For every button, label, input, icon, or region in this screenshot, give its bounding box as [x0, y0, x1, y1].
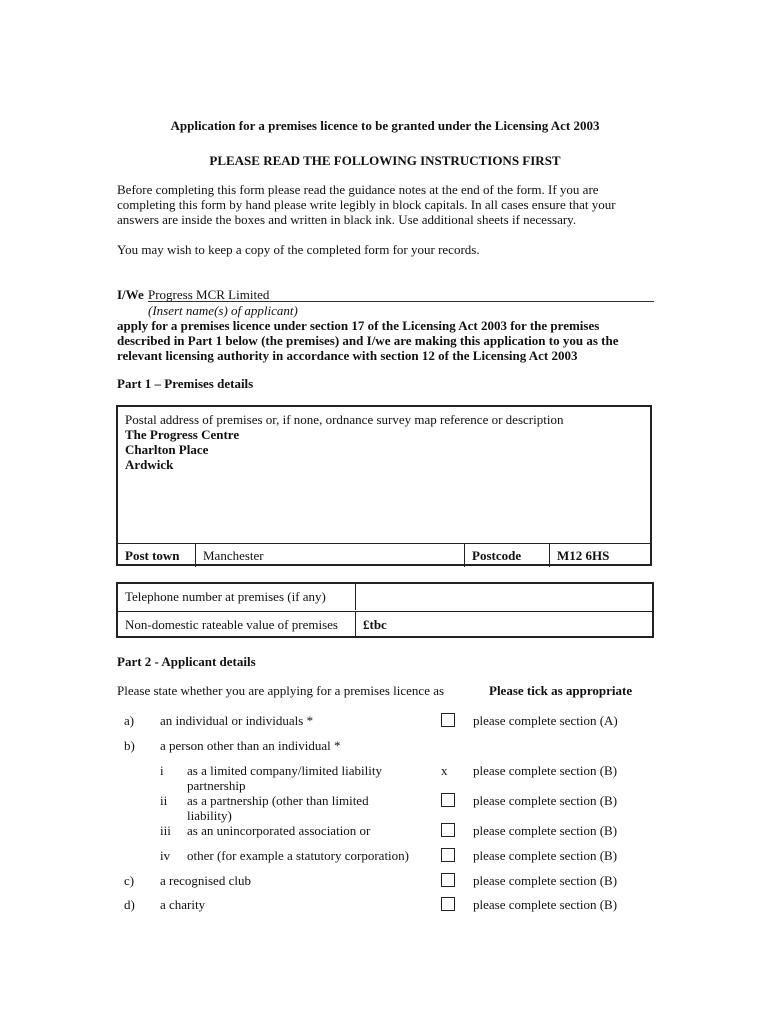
option-d-checkbox[interactable] — [441, 897, 455, 911]
option-b-iii-text: as an unincorporated association or — [187, 823, 371, 838]
applicant-prefix: I/We — [117, 287, 144, 302]
option-letter: c) — [124, 873, 135, 888]
intro-line: answers are inside the boxes and written in black ink. Use additional sheets if necessary. — [117, 212, 577, 227]
intro-line: Before completing this form please read the guidance notes at the end of the form. If you are — [117, 182, 599, 197]
intro-paragraph — [117, 182, 657, 227]
apply-statement — [117, 318, 657, 363]
option-a-action: please complete section (A) — [473, 713, 618, 728]
post-town-field[interactable]: Manchester — [195, 544, 465, 567]
option-c-text: a recognised club — [160, 873, 251, 888]
option-b-iv-action: please complete section (B) — [473, 848, 618, 863]
rateable-field[interactable]: £tbc — [355, 612, 652, 638]
option-numeral: i — [160, 763, 164, 778]
option-b-text: a person other than an individual * — [160, 738, 341, 753]
option-letter: b) — [124, 738, 135, 753]
address-line: The Progress Centre — [125, 427, 240, 442]
address-line: Ardwick — [125, 457, 174, 472]
option-line: partnership — [187, 778, 246, 793]
rateable-label: Non-domestic rateable value of premises — [125, 617, 338, 632]
post-town-row — [118, 543, 650, 567]
premises-contact-box — [116, 582, 654, 638]
premises-address-box — [116, 405, 652, 566]
apply-line: described in Part 1 below (the premises) and I/we are making this application to you as the — [117, 333, 619, 348]
telephone-label: Telephone number at premises (if any) — [125, 589, 326, 604]
post-town-label: Post town — [125, 548, 180, 563]
option-b-iii-checkbox[interactable] — [441, 823, 455, 837]
option-a-checkbox[interactable] — [441, 713, 455, 727]
option-b-iv-checkbox[interactable] — [441, 848, 455, 862]
option-letter: d) — [124, 897, 135, 912]
apply-line: apply for a premises licence under section 17 of the Licensing Act 2003 for the premises — [117, 318, 600, 333]
option-line: liability) — [187, 808, 232, 823]
rateable-row — [118, 611, 652, 638]
postcode-field[interactable]: M12 6HS — [549, 544, 650, 567]
option-c-checkbox[interactable] — [441, 873, 455, 887]
option-numeral: iii — [160, 823, 171, 838]
applicant-type-question: Please state whether you are applying for a premises licence as — [117, 683, 445, 698]
tick-heading: Please tick as appropriate — [489, 683, 633, 698]
option-line: as a partnership (other than limited — [187, 793, 369, 808]
telephone-field[interactable] — [355, 584, 652, 610]
option-a-text: an individual or individuals * — [160, 713, 314, 728]
option-b-ii-text — [187, 793, 369, 823]
applicant-hint: (Insert name(s) of applicant) — [148, 303, 298, 318]
part1-heading: Part 1 – Premises details — [117, 376, 254, 391]
applicant-name: Progress MCR Limited — [148, 287, 270, 302]
option-b-iii-action: please complete section (B) — [473, 823, 618, 838]
option-b-i-action: please complete section (B) — [473, 763, 618, 778]
option-d-text: a charity — [160, 897, 206, 912]
telephone-row — [118, 584, 652, 610]
part2-heading: Part 2 - Applicant details — [117, 654, 256, 669]
option-letter: a) — [124, 713, 135, 728]
option-numeral: ii — [160, 793, 168, 808]
applicant-name-field[interactable] — [148, 287, 654, 302]
intro-line: completing this form by hand please write legibly in block capitals. In all cases ensure that your — [117, 197, 616, 212]
premises-address-field[interactable] — [125, 412, 563, 472]
option-numeral: iv — [160, 848, 171, 863]
option-b-i-text — [187, 763, 382, 793]
option-c-action: please complete section (B) — [473, 873, 618, 888]
option-b-i-checkmark[interactable]: x — [441, 763, 448, 778]
option-b-ii-checkbox[interactable] — [441, 793, 455, 807]
apply-line: relevant licensing authority in accordance with section 12 of the Licensing Act 2003 — [117, 348, 578, 363]
form-title: Application for a premises licence to be granted under the Licensing Act 2003 — [170, 118, 600, 133]
address-label: Postal address of premises or, if none, ordnance survey map reference or description — [125, 412, 564, 427]
option-b-ii-action: please complete section (B) — [473, 793, 618, 808]
copy-note: You may wish to keep a copy of the completed form for your records. — [117, 242, 480, 257]
instructions-heading: PLEASE READ THE FOLLOWING INSTRUCTIONS FIRST — [209, 153, 561, 168]
postcode-label: Postcode — [464, 544, 549, 567]
option-d-action: please complete section (B) — [473, 897, 618, 912]
address-line: Charlton Place — [125, 442, 209, 457]
option-b-iv-text: other (for example a statutory corporation) — [187, 848, 409, 863]
option-line: as a limited company/limited liability — [187, 763, 382, 778]
